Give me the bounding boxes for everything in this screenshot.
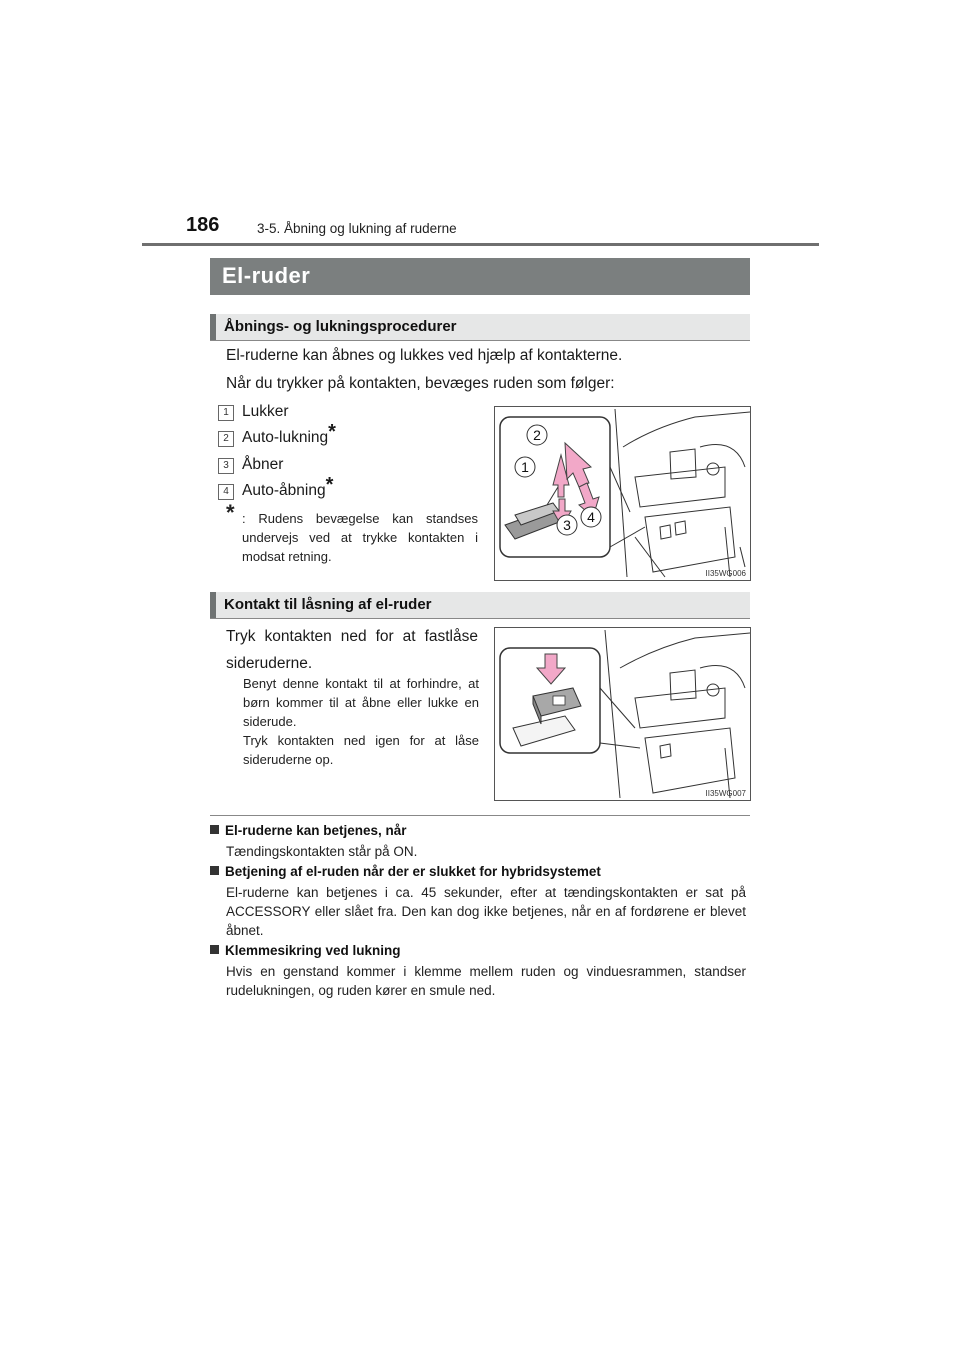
condition-text: Hvis en genstand kommer i klemme mellem ruden og vinduesrammen, standser rudelukningen, og ruden kører en smule ned. — [226, 964, 746, 998]
intro-text: Når du trykker på kontakten, bevæges ruden som følger: — [226, 375, 615, 392]
figure-lock-switch — [494, 627, 751, 801]
figure-code: II35WG007 — [705, 789, 746, 798]
window-switch-illustration — [495, 407, 750, 580]
footnote — [226, 500, 478, 566]
footnote-text: : Rudens bevægelse kan standses undervejs ved at trykke kontakten i modsat retning. — [242, 511, 478, 564]
number-box: 2 — [218, 431, 234, 447]
square-bullet-icon — [210, 825, 219, 834]
subsection-title: Åbnings- og lukningsprocedurer — [224, 318, 457, 335]
condition-heading: El-ruderne kan betjenes, når — [210, 823, 407, 838]
square-bullet-icon — [210, 945, 219, 954]
footnote-mark: * — [226, 500, 235, 525]
number-box: 4 — [218, 484, 234, 500]
lock-instruction: Tryk kontakten ned for at fastlåse sideruderne. — [226, 628, 478, 672]
list-item-label: Auto-åbning* — [242, 474, 334, 499]
subsection-heading-lock — [210, 592, 750, 619]
header-rule — [142, 243, 819, 246]
callout-1: 1 — [521, 459, 529, 475]
heading-accent — [210, 592, 216, 618]
list-item-label: Auto-lukning* — [242, 421, 336, 446]
condition-text: El-ruderne kan betjenes i ca. 45 sekunder, efter at tændingskontakten er sat på ACCESSORY eller slået fra. Den kan dog ikke betjenes, når en af fordørene er blevet åbnet. — [226, 885, 746, 938]
subsection-heading-opening — [210, 314, 750, 341]
number-box: 3 — [218, 458, 234, 474]
lock-note: Benyt denne kontakt til at forhindre, at børn kommer til at åbne eller lukke en siderude. — [243, 676, 479, 729]
condition-heading: Klemmesikring ved lukning — [210, 943, 401, 958]
subsection-title: Kontakt til låsning af el-ruder — [224, 596, 432, 613]
list-item-label: Lukker — [242, 403, 289, 420]
section-title: El-ruder — [222, 263, 311, 288]
square-bullet-icon — [210, 866, 219, 875]
callout-4: 4 — [587, 509, 595, 525]
lock-note: Tryk kontakten ned igen for at låse sideruderne op. — [243, 733, 479, 767]
number-box: 1 — [218, 405, 234, 421]
condition-heading: Betjening af el-ruden når der er slukket for hybridsystemet — [210, 864, 601, 879]
condition-text: Tændingskontakten står på ON. — [226, 844, 418, 859]
figure-window-switch — [494, 406, 751, 581]
list-item-label: Åbner — [242, 456, 284, 473]
callout-2: 2 — [533, 427, 541, 443]
intro-text: El-ruderne kan åbnes og lukkes ved hjælp af kontakterne. — [226, 347, 623, 364]
breadcrumb: 3-5. Åbning og lukning af ruderne — [257, 221, 457, 236]
callout-3: 3 — [563, 517, 571, 533]
page-number: 186 — [186, 214, 220, 236]
section-title-bar — [210, 258, 750, 295]
heading-accent — [210, 314, 216, 340]
section-divider — [210, 815, 750, 816]
lock-switch-illustration — [495, 628, 750, 800]
figure-code: II35WG006 — [705, 569, 746, 578]
